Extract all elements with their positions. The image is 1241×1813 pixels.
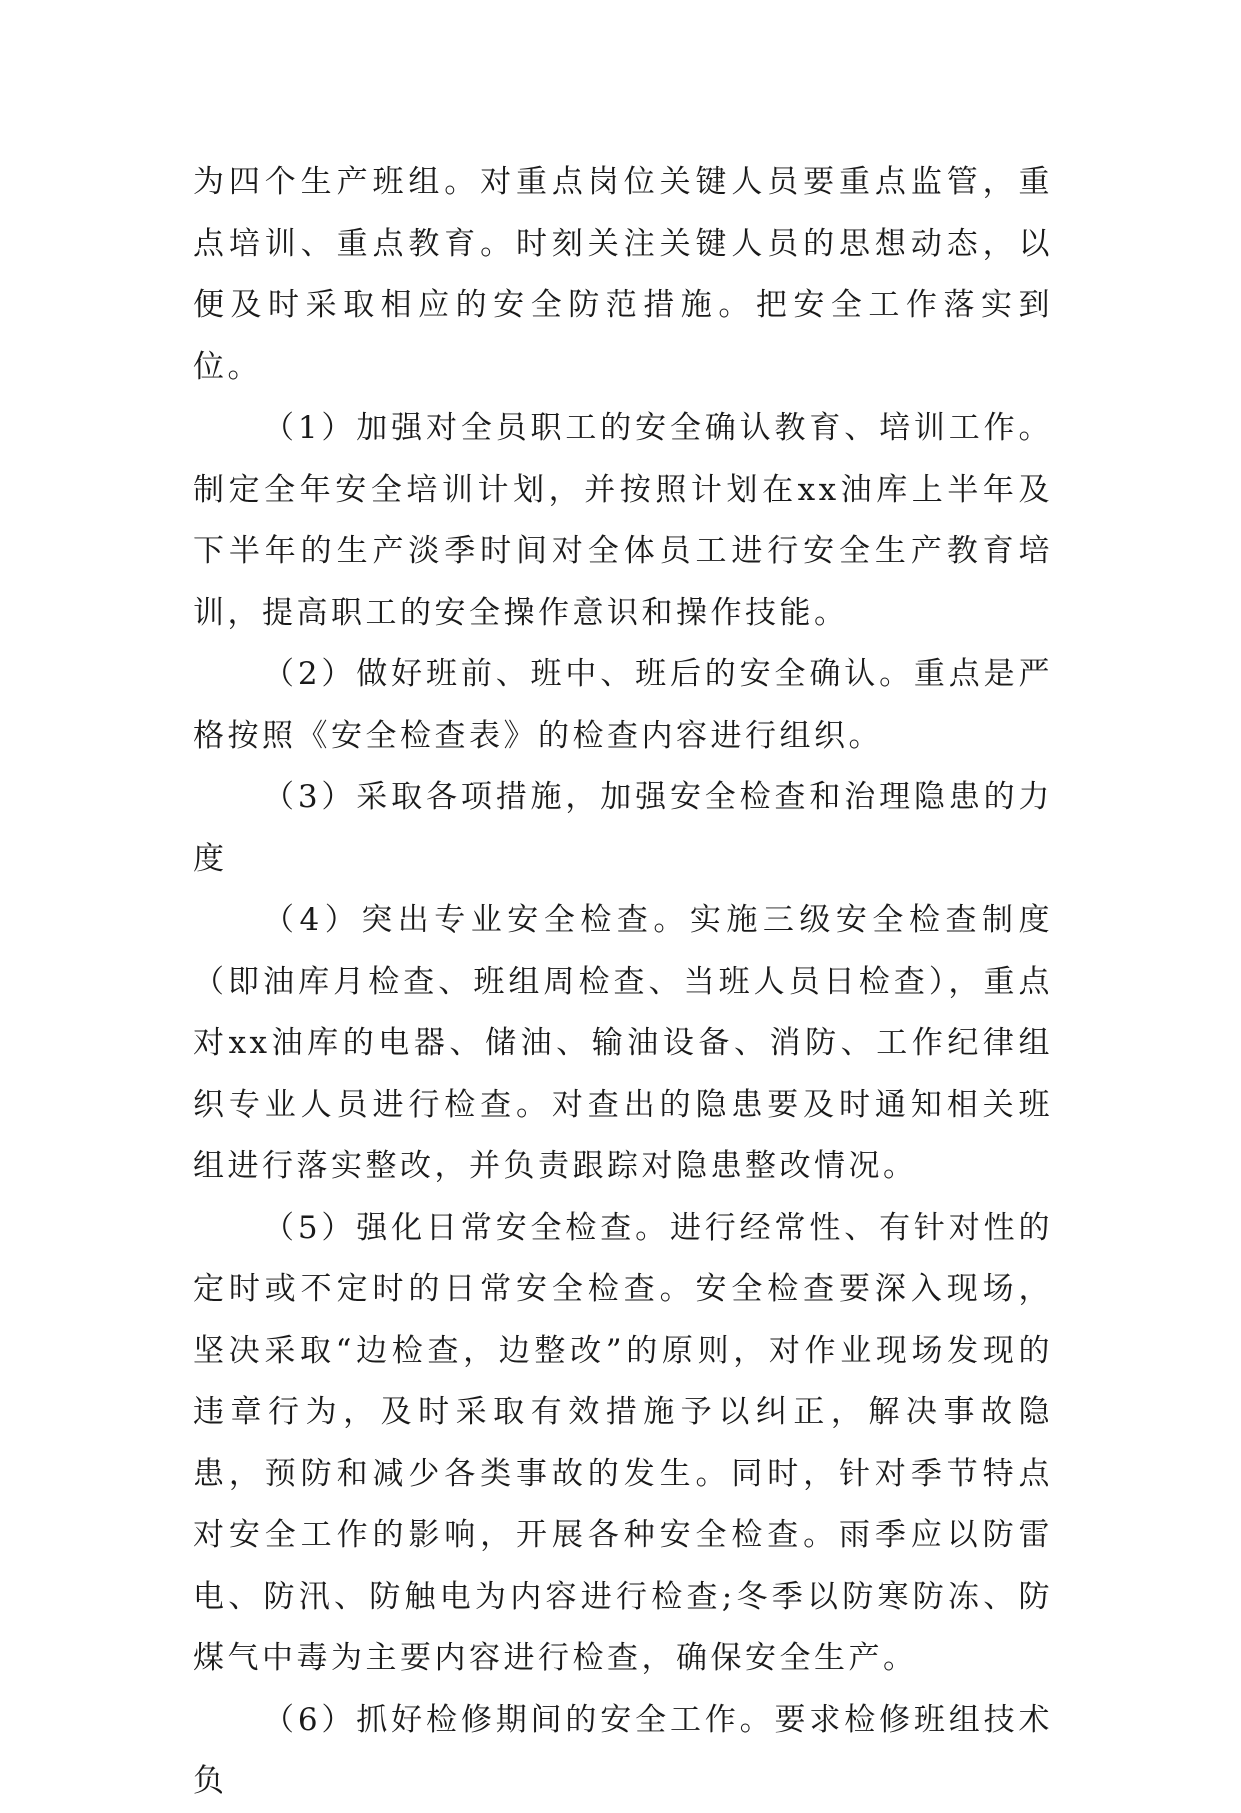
paragraph-item-6: （6）抓好检修期间的安全工作。要求检修班组技术负 [193, 1701, 1053, 1799]
paragraph-item-1: （1）加强对全员职工的安全确认教育、培训工作。制定全年安全培训计划，并按照计划在xx油库上半年及下半年的生产淡季时间对全体员工进行安全生产教育培训，提高职工的安全操作意识和操作技能。 [193, 410, 1053, 631]
paragraph-item-3: （3）采取各项措施，加强安全检查和治理隐患的力度 [193, 779, 1053, 877]
document-body [193, 152, 1053, 1813]
paragraph-continuation: 为四个生产班组。对重点岗位关键人员要重点监管，重点培训、重点教育。时刻关注关键人员的思想动态，以便及时采取相应的安全防范措施。把安全工作落实到位。 [193, 164, 1053, 385]
paragraph-item-5: （5）强化日常安全检查。进行经常性、有针对性的定时或不定时的日常安全检查。安全检查要深入现场，坚决采取“边检查，边整改”的原则，对作业现场发现的违章行为，及时采取有效措施予以纠正，解决事故隐患，预防和减少各类事故的发生。同时，针对季节特点对安全工作的影响，开展各种安全检查。雨季应以防雷电、防汛、防触电为内容进行检查;冬季以防寒防冻、防煤气中毒为主要内容进行检查，确保安全生产。 [193, 1209, 1053, 1676]
paragraph-item-4: （4）突出专业安全检查。实施三级安全检查制度（即油库月检查、班组周检查、当班人员日检查），重点对xx油库的电器、储油、输油设备、消防、工作纪律组织专业人员进行检查。对查出的隐患要及时通知相关班组进行落实整改，并负责跟踪对隐患整改情况。 [193, 902, 1053, 1184]
paragraph-item-2: （2）做好班前、班中、班后的安全确认。重点是严格按照《安全检查表》的检查内容进行组织。 [193, 656, 1053, 754]
